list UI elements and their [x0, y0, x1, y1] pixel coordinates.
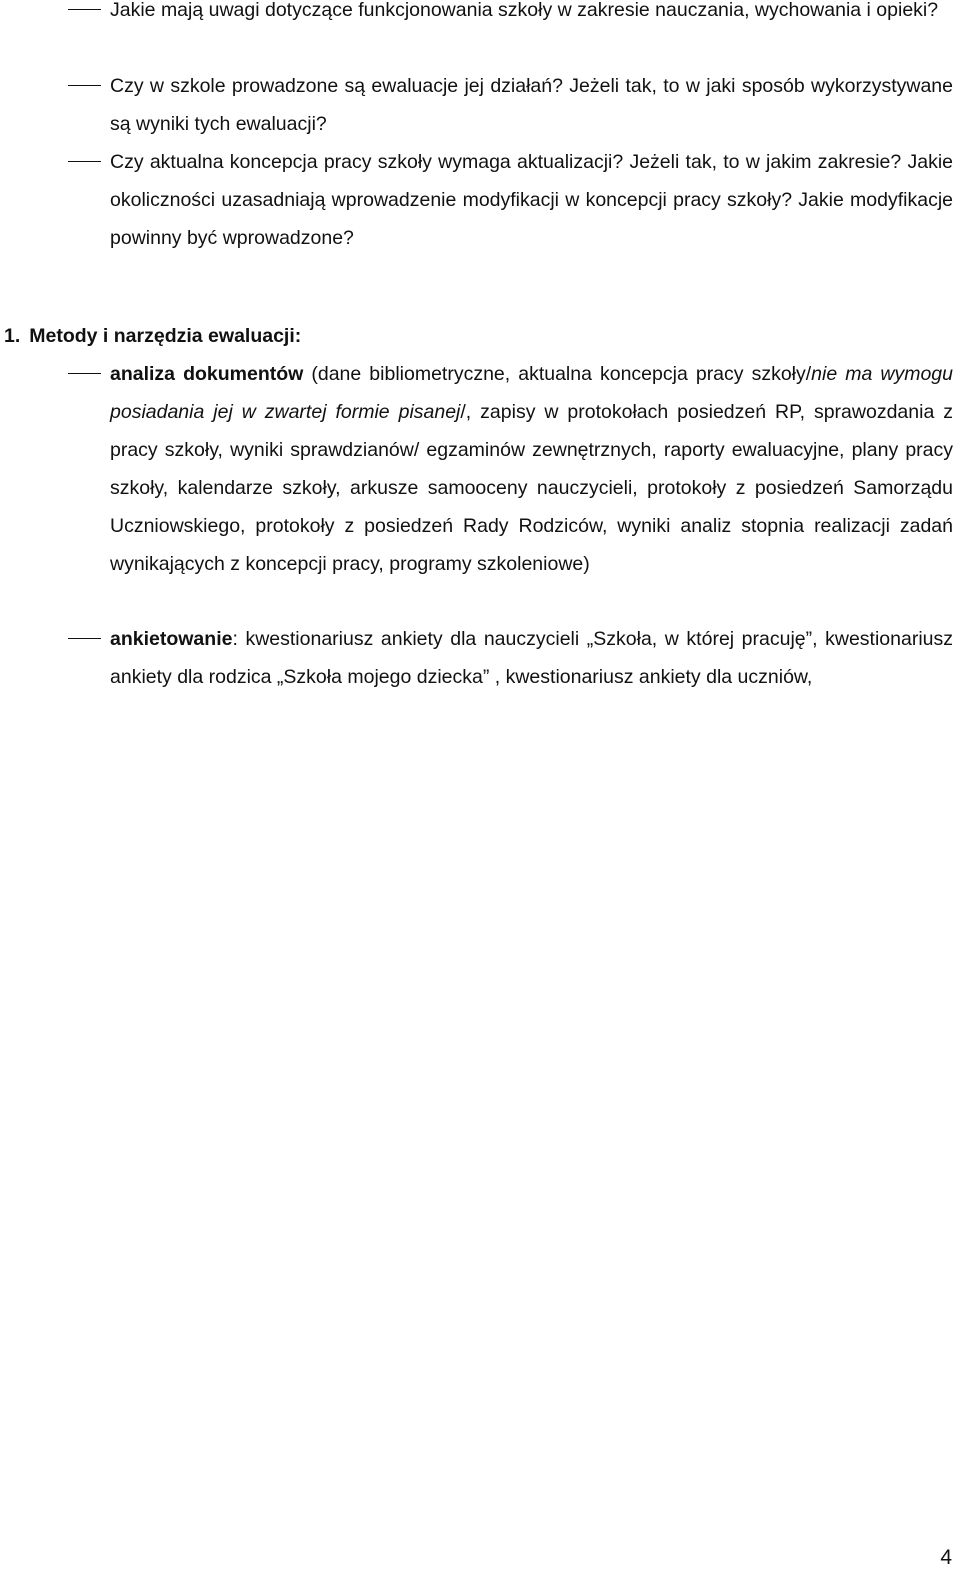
section-heading	[4, 317, 301, 355]
question-bullet	[110, 67, 953, 143]
method-text: (dane bibliometryczne, aktualna koncepcja pracy szkoły/	[303, 363, 812, 385]
question-text: Jakie mają uwagi dotyczące funkcjonowania szkoły w zakresie nauczania, wychowania i opieki?	[110, 0, 939, 21]
question-text: Czy aktualna koncepcja pracy szkoły wymaga aktualizacji? Jeżeli tak, to w jakim zakresie? Jakie okoliczności uzasadniają wprowadzenie modyfikacji w koncepcji pracy szkoły? Jakie modyfikacje powinny być wprowadzone?	[110, 151, 953, 249]
method-bullet	[110, 620, 953, 696]
method-italic-note: nie ma wymogu posiadania jej w zwartej formie pisanej	[110, 363, 953, 423]
method-term: ankietowanie	[110, 628, 233, 650]
dash-bullet-icon	[68, 85, 101, 86]
section-number: 1.	[4, 325, 21, 347]
question-bullet	[110, 0, 953, 29]
dash-bullet-icon	[68, 161, 101, 162]
method-term: analiza dokumentów	[110, 363, 304, 385]
page-number: 4	[940, 1546, 952, 1569]
method-text: : kwestionariusz ankiety dla nauczycieli „Szkoła, w której pracuję”, kwestionariusz ankiety dla rodzica „Szkoła mojego dziecka” , kwestionariusz ankiety dla uczniów,	[110, 628, 953, 688]
dash-bullet-icon	[68, 373, 101, 374]
method-text: /, zapisy w protokołach posiedzeń RP, sprawozdania z pracy szkoły, wyniki sprawdzianów/ egzaminów zewnętrznych, raporty ewaluacyjne, plany pracy szkoły, kalendarze szkoły, arkusze samooceny nauczycieli, protokoły z posiedzeń Samorządu Uczniowskiego, protokoły z posiedzeń Rady Rodziców, wyniki analiz stopnia realizacji zadań wynikających z koncepcji pracy, programy szkoleniowe)	[110, 401, 953, 575]
dash-bullet-icon	[68, 9, 101, 10]
question-text: Czy w szkole prowadzone są ewaluacje jej działań? Jeżeli tak, to w jaki sposób wykorzystywane są wyniki tych ewaluacji?	[110, 75, 953, 135]
question-bullet	[110, 143, 953, 257]
method-bullet	[110, 355, 953, 583]
section-title: Metody i narzędzia ewaluacji:	[29, 325, 302, 347]
dash-bullet-icon	[68, 638, 101, 639]
